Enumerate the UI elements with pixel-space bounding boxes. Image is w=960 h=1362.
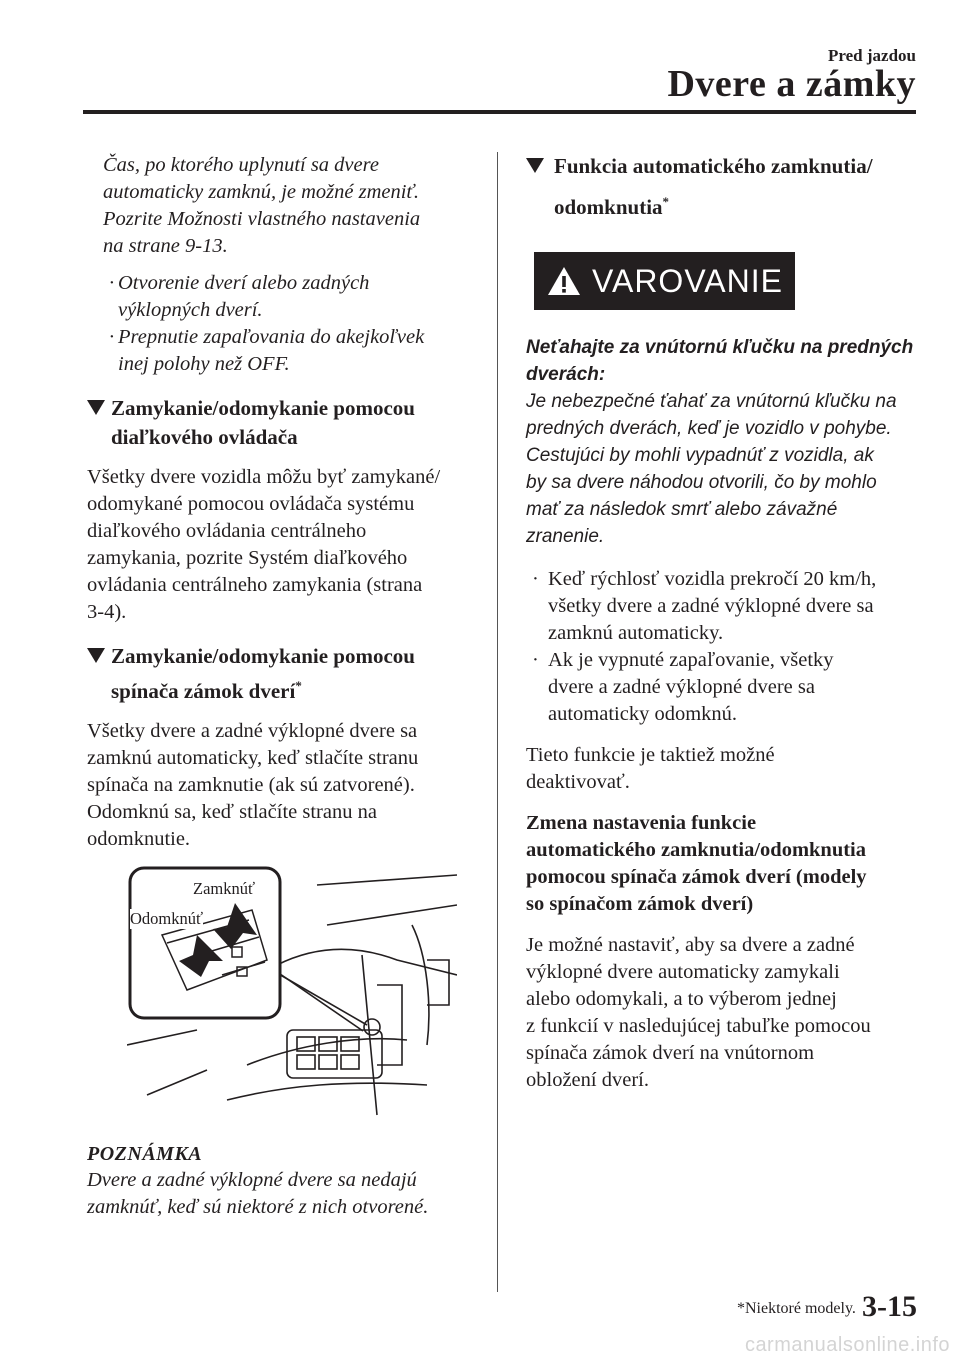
- column-divider: [497, 152, 498, 1292]
- note-block: [87, 1141, 487, 1221]
- list-item: · Prepnutie zapaľovania do akejkoľvek inej polohy než OFF.: [109, 326, 425, 375]
- section-label: Pred jazdou: [828, 46, 916, 65]
- page-number: 3-15: [862, 1290, 917, 1323]
- list-item: · Ak je vypnuté zapaľovanie, všetky dvere a zadné výklopné dvere sa automaticky odomknú.: [532, 649, 834, 725]
- warning-body: Je nebezpečné ťahať za vnútornú kľučku na predných dverách, keď je vozidlo v pohybe. Cestujúci by mohli vypadnúť z vozidla, ak by sa dvere náhodou otvorili, čo by mohlo mať za následok smrť alebo závažné zranenie.: [526, 391, 897, 547]
- settings-heading: Zmena nastavenia funkcie automatického zamknutia/odomknutia pomocou spínača zámok dverí (modely so spínačom zámok dverí): [526, 812, 867, 915]
- list-item: · Otvorenie dverí alebo zadných výklopných dverí.: [109, 272, 370, 321]
- header-rule: [83, 110, 916, 114]
- warning-title: Neťahajte za vnútornú kľučku na predných dverách:: [526, 337, 914, 385]
- section-heading-door-switch: Zamykanie/odomykanie pomocou spínača zámok dverí*: [87, 642, 487, 706]
- note-title: POZNÁMKA: [87, 1143, 203, 1165]
- triangle-marker-icon: [87, 400, 105, 415]
- settings-paragraph: Je možné nastaviť, aby sa dvere a zadné výklopné dvere automaticky zamykali alebo odomykali, a to výberom jednej z funkcií v nasledujúcej tabuľke pomocou spínača zámok dverí na vnútornom obložení dverí.: [526, 934, 871, 1091]
- deactivate-paragraph: Tieto funkcie je taktiež možné deaktivovať.: [526, 744, 775, 793]
- triangle-marker-icon: [87, 648, 105, 663]
- section-heading-auto-lock: Funkcia automatického zamknutia/ odomknutia*: [526, 152, 921, 222]
- door-panel-drawing: [127, 865, 457, 1125]
- warning-triangle-icon: [546, 265, 582, 297]
- watermark: carmanualsonline.info: [744, 1334, 950, 1356]
- lock-label: Zamknúť: [193, 879, 256, 898]
- left-column: [87, 152, 487, 1233]
- footnote: *Niektoré modely.: [737, 1300, 856, 1317]
- intro-paragraph: Čas, po ktorého uplynutí sa dvere automaticky zamknú, je možné zmeniť. Pozrite Možnosti vlastného nastavenia na strane 9-13.: [103, 154, 421, 257]
- page-title: Dvere a zámky: [667, 63, 916, 105]
- door-switch-paragraph: Všetky dvere a zadné výklopné dvere sa zamknú automaticky, keď stlačíte stranu spínača na zamknutie (ak sú zatvorené). Odomknú sa, keď stlačíte stranu na odomknutie.: [87, 720, 419, 850]
- warning-badge: VAROVANIE: [534, 252, 795, 310]
- unlock-label: Odomknúť: [130, 909, 204, 928]
- note-text: Dvere a zadné výklopné dvere sa nedajú zamknúť, keď sú niektoré z nich otvorené.: [87, 1169, 429, 1218]
- list-item: · Keď rýchlosť vozidla prekročí 20 km/h, všetky dvere a zadné výklopné dvere sa zamknú automaticky.: [532, 568, 877, 644]
- section-heading-remote: Zamykanie/odomykanie pomocou diaľkového ovládača: [87, 394, 487, 452]
- triangle-marker-icon: [526, 158, 544, 173]
- right-column: [526, 152, 921, 1106]
- door-lock-switch-illustration: [127, 865, 457, 1125]
- remote-paragraph: Všetky dvere vozidla môžu byť zamykané/ odomykané pomocou ovládača systému diaľkového ovládania centrálneho zamykania, pozrite Systém diaľkového ovládania centrálneho zamykania (strana 3-4).: [87, 466, 441, 623]
